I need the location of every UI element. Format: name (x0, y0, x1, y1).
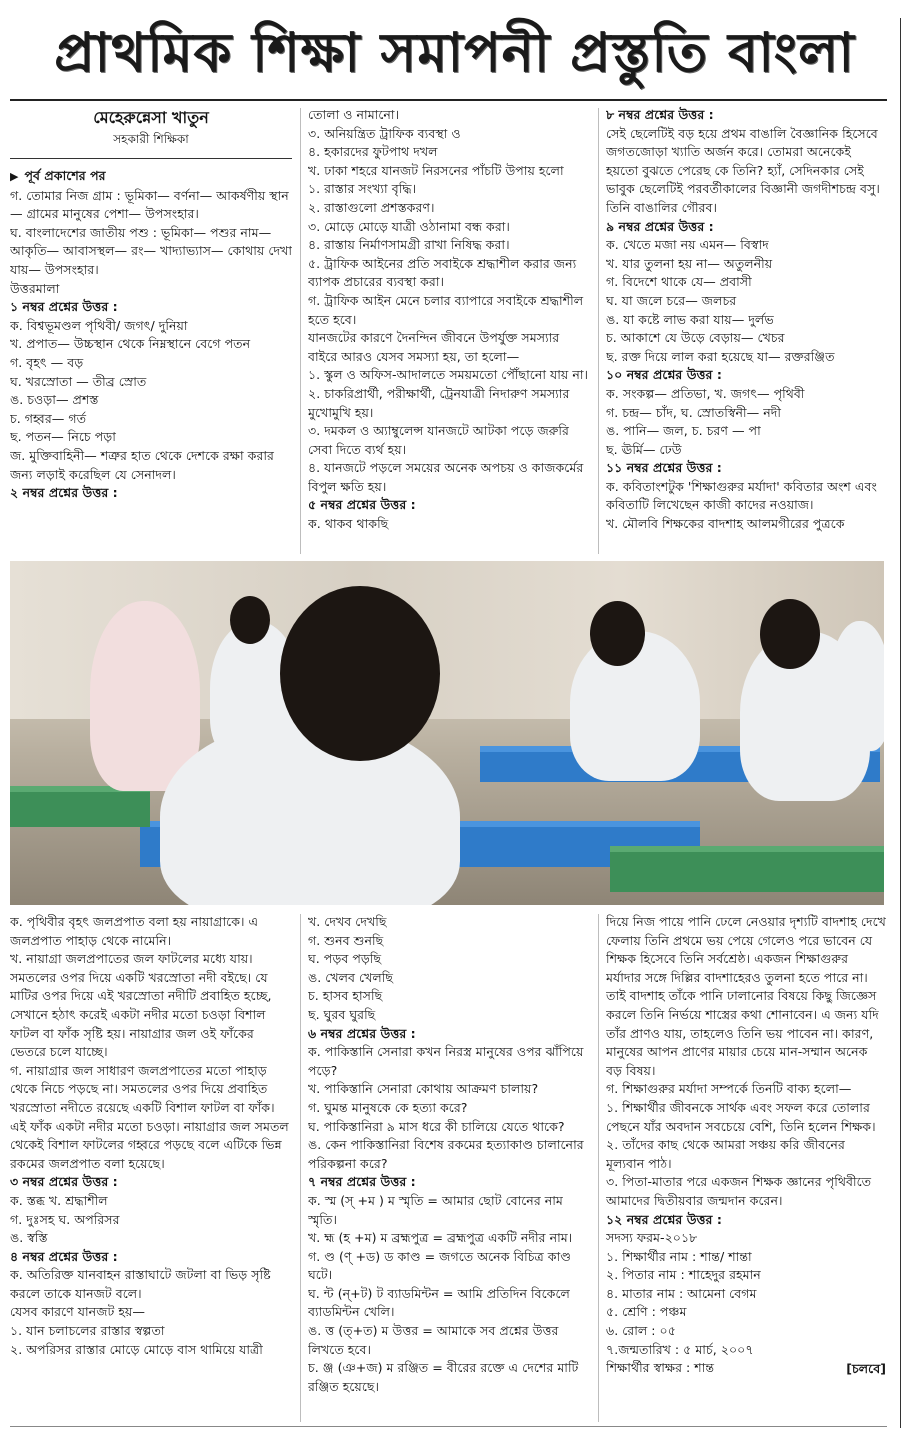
article-paragraph: গ. চন্দ্র— চাঁদ, ঘ. স্রোতস্বিনী— নদী (606, 404, 781, 420)
article-paragraph: গ. নায়াগ্রার জল সাধারণ জলপ্রপাতের মতো পাহাড় থেকে নিচে পড়ছে না। সমতলের ওপর দিয়ে প্রবাহিত খরস্রোতা নদীতে রয়েছে একটি বিশাল ফাটল বা ফাঁক। এই ফাঁক একটা নদীর মতো চওড়া। নায়াগ্রার জল সমতল থেকেই বিশাল ফাটলের গহ্বরে পড়ছে বলে এটিকে ভিন্ন রকমের জলপ্রপাত বলা হয়েছে। (10, 1062, 289, 1171)
article-paragraph: ১. স্কুল ও অফিস-আদালতে সময়মতো পৌঁছানো যায় না। (308, 367, 589, 383)
article-paragraph: যানজটের কারণে দৈনন্দিন জীবনে উপর্যুক্ত সমস্যার বাইরে আরও যেসব সমস্যা হয়, তা হলো— (308, 330, 560, 364)
photo-desk (10, 786, 150, 827)
article-paragraph: ঙ. চওড়া— প্রশস্ত (10, 392, 99, 408)
article-paragraph: ঘ. ন্ট (ন্+ট) ট ব্যাডমিন্টন = আমি প্রতিদিন বিকেলে ব্যাডমিন্টন খেলি। (308, 1285, 570, 1320)
page-title: প্রাথমিক শিক্ষা সমাপনী প্রস্তুতি বাংলা (54, 21, 855, 84)
photo-student (160, 721, 460, 905)
article-paragraph: ছ. রক্ত দিয়ে লাল করা হয়েছে যা— রক্তরঞ্জিত (606, 348, 835, 364)
article-paragraph: ঘ. পাকিস্তানিরা ৯ মাস ধরে কী চালিয়ে যেতে থাকে? (308, 1118, 565, 1134)
answer-heading: ১০ নম্বর প্রশ্নের উত্তর : (606, 367, 722, 383)
article-paragraph: তোলা ও নামানো। (308, 107, 400, 122)
article-paragraph: ২. অপরিসর রাস্তার মোড়ে মোড়ে বাস থামিয়ে যাত্রী (10, 1341, 263, 1357)
bottom-column-2 (308, 913, 590, 1425)
article-paragraph: ক. স্ম (স্ +ম ) ম স্মৃতি = আমার ছোট বোনের নাম স্মৃতি। (308, 1192, 563, 1227)
top-column-3 (606, 106, 886, 556)
page-edge-rule (900, 18, 901, 1428)
article-paragraph: ১. যান চলাচলের রাস্তার স্বল্পতা (10, 1323, 165, 1339)
triangle-icon: ▶ (10, 170, 19, 183)
article-paragraph: ক. স্তব্ধ খ. শ্রদ্ধাশীল (10, 1192, 108, 1208)
masthead (0, 0, 909, 100)
article-paragraph: গ. শিক্ষাগুরুর মর্যাদা সম্পর্কে তিনটি বাক্য হলো— (606, 1081, 852, 1097)
article-paragraph: ২. চাকরিপ্রার্থী, পরীক্ষার্থী, ট্রেনযাত্রী নিদারুণ সমস্যার মুখোমুখি হয়। (308, 385, 570, 420)
article-paragraph: ৪. যানজটে পড়লে সময়ের অনেক অপচয় ও কাজকর্মের বিপুল ক্ষতি হয়। (308, 460, 584, 494)
article-paragraph: চ. হাসব হাসছি (308, 988, 383, 1004)
photo-student-head (280, 586, 440, 761)
byline-rule (10, 158, 292, 159)
article-paragraph: ১. শিক্ষার্থীর নাম : শান্ত/ শান্তা (606, 1248, 752, 1264)
photo-student-head (760, 599, 820, 669)
bottom-column-1-body (10, 913, 292, 1359)
photo-desk (610, 846, 884, 892)
article-paragraph: ঘ. পড়ব পড়ছি (308, 951, 382, 967)
article-paragraph: ৩. মোড়ে মোড়ে যাত্রী ওঠানামা বন্ধ করা। (308, 218, 510, 234)
article-paragraph: গ. দুঃসহ ঘ. অপরিসর (10, 1211, 120, 1227)
article-paragraph: দিয়ে নিজ পায়ে পানি ঢেলে নেওয়ার দৃশ্যটি বাদশাহ দেখে ফেলায় তিনি প্রথমে ভয় পেয়ে গেলেও পরে ভাবেন যে শিক্ষক হিসেবে তিনি সর্বশ্রেষ্ঠ। একজন শিক্ষাগুরুর মর্যাদার সঙ্গে দিল্লির বাদশাহেরও তুলনা হতে পারে না। তাই বাদশাহ তাঁকে পানি ঢালানোর বিষয়ে কিছু জিজ্ঞেস করলে তিনি নির্ভয়ে শাস্ত্রের কথা শোনাবেন। এ জন্য যদি তাঁর প্রাণও যায়, তাহলেও তিনি ভয় পাবেন না। কারণ, মানুষের আপন প্রাণের মায়ার চেয়ে মান-সম্মান অনেক বড় বিষয়। (606, 914, 886, 1078)
article-paragraph: ৫. ট্রাফিক আইনের প্রতি সবাইকে শ্রদ্ধাশীল করার জন্য ব্যাপক প্রচারের ব্যবস্থা করা। (308, 255, 577, 290)
article-paragraph: খ. মৌলবি শিক্ষকের বাদশাহ আলমগীরের পুত্রকে (606, 516, 845, 532)
article-paragraph: খ. যার তুলনা হয় না— অতুলনীয় (606, 255, 773, 271)
top-column-2-body (308, 106, 590, 534)
byline (10, 106, 292, 148)
article-paragraph: খ. দেখব দেখছি (308, 914, 387, 929)
article-paragraph: ৩. পিতা-মাতার পরে একজন শিক্ষক জ্ঞানের পৃথিবীতে আমাদের দ্বিতীয়বার জন্মদান করেন। (606, 1174, 872, 1208)
answer-heading: ১২ নম্বর প্রশ্নের উত্তর : (606, 1211, 722, 1227)
article-paragraph: ঙ. পানি— জল, চ. চরণ — পা (606, 423, 761, 439)
answer-heading: ১ নম্বর প্রশ্নের উত্তর : (10, 299, 118, 315)
article-paragraph: যেসব কারণে যানজট হয়— (10, 1304, 145, 1320)
article-paragraph: গ. তোমার নিজ গ্রাম : ভূমিকা— বর্ণনা— আকর্ষণীয় স্থান— গ্রামের মানুষের পেশা— উপসংহার। (10, 187, 289, 222)
answer-heading: ২ নম্বর প্রশ্নের উত্তর : (10, 485, 118, 501)
article-paragraph: খ. ঢাকা শহরে যানজট নিরসনের পাঁচটি উপায় হলো (308, 162, 564, 178)
article-paragraph: ২. তাঁদের কাছ থেকে আমরা সঞ্চয় করি জীবনের মূল্যবান পাঠ। (606, 1137, 845, 1171)
article-paragraph: ক. খেতে মজা নয় এমন— বিস্বাদ (606, 237, 769, 253)
article-paragraph: ৪. হকারদের ফুটপাথ দখল (308, 144, 438, 160)
article-paragraph: গ. ণ্ড (ণ্ +ড) ড কাণ্ড = জগতে অনেক বিচিত্র কাণ্ড ঘটে। (308, 1248, 571, 1283)
article-paragraph: গ. শুনব শুনছি (308, 932, 384, 948)
article-paragraph: গ. বিদেশে থাকে যে— প্রবাসী (606, 274, 752, 290)
article-paragraph: ক. কবিতাংশটুক 'শিক্ষাগুরুর মর্যাদা' কবিতার অংশ এবং কবিতাটি লিখেছেন কাজী কাদের নওয়াজ। (606, 478, 877, 513)
article-paragraph: ৪. মাতার নাম : আমেনা বেগম (606, 1285, 757, 1301)
bottom-column-1 (10, 913, 292, 1425)
article-paragraph: ছ. ঘুরব ঘুরছি (308, 1006, 376, 1022)
column-rule (300, 108, 301, 554)
answer-heading: ৭ নম্বর প্রশ্নের উত্তর : (308, 1174, 416, 1190)
article-paragraph: খ. নায়াগ্রা জলপ্রপাতের জল ফাটলের মধ্যে যায়। (10, 951, 253, 967)
article-paragraph: শিক্ষার্থীর স্বাক্ষর : শান্ত (606, 1360, 715, 1376)
article-paragraph: সমতলের ওপর দিয়ে একটি খরস্রোতা নদী বইছে। যে মাটির ওপর দিয়ে এই খরস্রোতা নদীটি প্রবাহিত হচ্ছে, সেখানে হঠাৎ করেই একটা নদীর মতো চওড়া বিশাল ফাটল বা ফাঁক সৃষ্টি হয়। নায়াগ্রার জল ওই ফাঁকের ভেতরে চলে যাচ্ছে। (10, 969, 272, 1060)
article-paragraph: ক. অতিরিক্ত যানবাহন রাস্তাঘাটে জটলা বা ভিড় সৃষ্টি করলে তাকে যানজট বলে। (10, 1267, 271, 1301)
article-paragraph: ঙ. ত্ত (ত্+ত) ম উত্তর = আমাকে সব প্রশ্নের উত্তর লিখতে হবে। (308, 1323, 559, 1357)
article-paragraph: ১. শিক্ষার্থীর জীবনকে সার্থক এবং সফল করে তোলার পেছনে যাঁর অবদান সবচেয়ে বেশি, তিনি হলেন শিক্ষক। (606, 1099, 876, 1134)
previous-note (10, 167, 292, 187)
article-paragraph: ঘ. বাংলাদেশের জাতীয় পশু : ভূমিকা— পশুর নাম— আকৃতি— আবাসস্থল— রং— খাদ্যাভ্যাস— কোথায় দেখা যায়— উপসংহার। (10, 224, 292, 277)
answer-heading: ৬ নম্বর প্রশ্নের উত্তর : (308, 1025, 416, 1041)
column-rule (300, 914, 301, 1422)
answer-heading: ৮ নম্বর প্রশ্নের উত্তর : (606, 107, 714, 122)
bottom-column-3-body (606, 913, 886, 1378)
article-paragraph: জ. মুক্তিবাহিনী— শত্রুর হাত থেকে দেশকে রক্ষা করার জন্য লড়াই করেছিল যে সেনাদল। (10, 447, 274, 482)
bottom-column-2-body (308, 913, 590, 1396)
article-paragraph: ঘ. খরস্রোতা — তীব্র স্রোত (10, 373, 147, 389)
answer-heading: ৫ নম্বর প্রশ্নের উত্তর : (308, 497, 416, 513)
article-paragraph: গ. ট্রাফিক আইন মেনে চলার ব্যাপারে সবাইকে শ্রদ্ধাশীল হতে হবে। (308, 292, 584, 327)
article-paragraph: ২. রাস্তাগুলো প্রশস্তকরণ। (308, 199, 435, 215)
article-paragraph: ক. থাকব থাকছি (308, 516, 389, 532)
answer-heading: ৪ নম্বর প্রশ্নের উত্তর : (10, 1248, 118, 1264)
answer-heading: ৩ নম্বর প্রশ্নের উত্তর : (10, 1174, 118, 1190)
article-paragraph: চ. ঞ্জ (ঞ+জ) ম রঞ্জিত = বীরের রক্তে এ দেশের মাটি রঞ্জিত হয়েছে। (308, 1360, 579, 1394)
footer-rule (10, 1426, 887, 1427)
article-paragraph: চ. আকাশে যে উড়ে বেড়ায়— খেচর (606, 330, 785, 346)
answer-heading: ৯ নম্বর প্রশ্নের উত্তর : (606, 218, 714, 234)
photo-student-head (590, 601, 645, 666)
article-paragraph: ৪. রাস্তায় নির্মাণসামগ্রী রাখা নিষিদ্ধ করা। (308, 237, 510, 253)
top-column-1-body (10, 187, 292, 503)
article-paragraph: ক. সংকল্প— প্রতিভা, খ. জগৎ— পৃথিবী (606, 385, 805, 401)
article-paragraph: চ. গহ্বর— গর্ত (10, 410, 87, 426)
article-paragraph: ৭.জন্মতারিখ : ৫ মার্চ, ২০০৭ (606, 1341, 754, 1357)
article-paragraph: ৬. রোল : ০৫ (606, 1323, 676, 1339)
article-paragraph: ছ. পতন— নিচে পড়া (10, 429, 116, 445)
article-paragraph: ক. পৃথিবীর বৃহৎ জলপ্রপাত বলা হয় নায়াগ্রাকে। এ জলপ্রপাত পাহাড় থেকে নামেনি। (10, 914, 259, 948)
article-paragraph: উত্তরমালা (10, 280, 60, 296)
continued-label: [চলবে] (846, 1360, 886, 1376)
article-paragraph: ছ. ঊর্মি— ঢেউ (606, 441, 682, 457)
column-rule (598, 108, 599, 554)
article-paragraph: ঘ. যা জলে চরে— জলচর (606, 292, 737, 308)
previous-label: পূর্ব প্রকাশের পর (24, 168, 106, 183)
article-paragraph: ৩. অনিয়ন্ত্রিত ট্রাফিক ব্যবস্থা ও (308, 125, 461, 141)
article-paragraph: ঙ. যা কষ্টে লাভ করা যায়— দুর্লভ (606, 311, 774, 327)
article-paragraph: ঙ. স্বস্তি (10, 1230, 48, 1246)
column-rule (598, 914, 599, 1422)
article-paragraph: গ. ঘুমন্ত মানুষকে কে হত্যা করে? (308, 1099, 468, 1115)
article-paragraph: ঙ. কেন পাকিস্তানিরা বিশেষ রকমের হত্যাকাণ্ড চালানোর পরিকল্পনা করে? (308, 1137, 584, 1171)
masthead-rule (10, 99, 887, 101)
top-column-2 (308, 106, 590, 556)
article-paragraph: খ. প্রপাত— উচ্চস্থান থেকে নিম্নস্থানে বেগে পতন (10, 336, 251, 352)
article-paragraph: ৩. দমকল ও অ্যাম্বুলেন্স যানজটে আটকা পড়ে জরুরি সেবা দিতে ব্যর্থ হয়। (308, 423, 569, 457)
photo-student-head (230, 596, 270, 644)
article-paragraph: খ. পাকিস্তানি সেনারা কোথায় আক্রমণ চালায়? (308, 1081, 539, 1097)
article-paragraph: ঙ. খেলব খেলছি (308, 969, 394, 985)
article-paragraph: সদস্য ফরম-২০১৮ (606, 1230, 698, 1246)
bottom-column-3 (606, 913, 886, 1425)
article-paragraph: ক. পাকিস্তানি সেনারা কখন নিরস্ত্র মানুষের ওপর ঝাঁপিয়ে পড়ে? (308, 1044, 584, 1078)
article-paragraph: খ. হ্ম (হ +ম) ম ব্রহ্মপুত্র = ব্রহ্মপুত্র একটি নদীর নাম। (308, 1230, 573, 1246)
author-role: সহকারী শিক্ষিকা (113, 132, 189, 146)
article-paragraph: ১. রাস্তার সংখ্যা বৃদ্ধি। (308, 181, 417, 197)
top-column-3-body (606, 106, 886, 534)
classroom-photo (10, 561, 884, 905)
article-paragraph: ২. পিতার নাম : শাহেদুর রহমান (606, 1267, 761, 1283)
article-paragraph: ক. বিশ্বভূমণ্ডল পৃথিবী/ জগৎ/ দুনিয়া (10, 317, 188, 333)
article-paragraph: সেই ছেলেটিই বড় হয়ে প্রথম বাঙালি বৈজ্ঞানিক হিসেবে জগতজোড়া খ্যাতি অর্জন করে। তোমরা অনেকেই হয়তো বুঝতে পেরেছ কে তিনি? হ্যাঁ, সেদিনকার সেই ভাবুক ছেলেটিই পরবর্তীকালের বিজ্ঞানী জগদীশচন্দ্র বসু। তিনি বাঙালির গৌরব। (606, 125, 880, 215)
article-paragraph: ৫. শ্রেণি : পঞ্চম (606, 1304, 687, 1320)
answer-heading: ১১ নম্বর প্রশ্নের উত্তর : (606, 460, 722, 476)
top-column-1 (10, 106, 292, 556)
author-name: মেহেরুন্নেসা খাতুন (93, 108, 209, 127)
photo-student (830, 621, 884, 751)
article-paragraph: গ. বৃহৎ — বড় (10, 354, 84, 370)
